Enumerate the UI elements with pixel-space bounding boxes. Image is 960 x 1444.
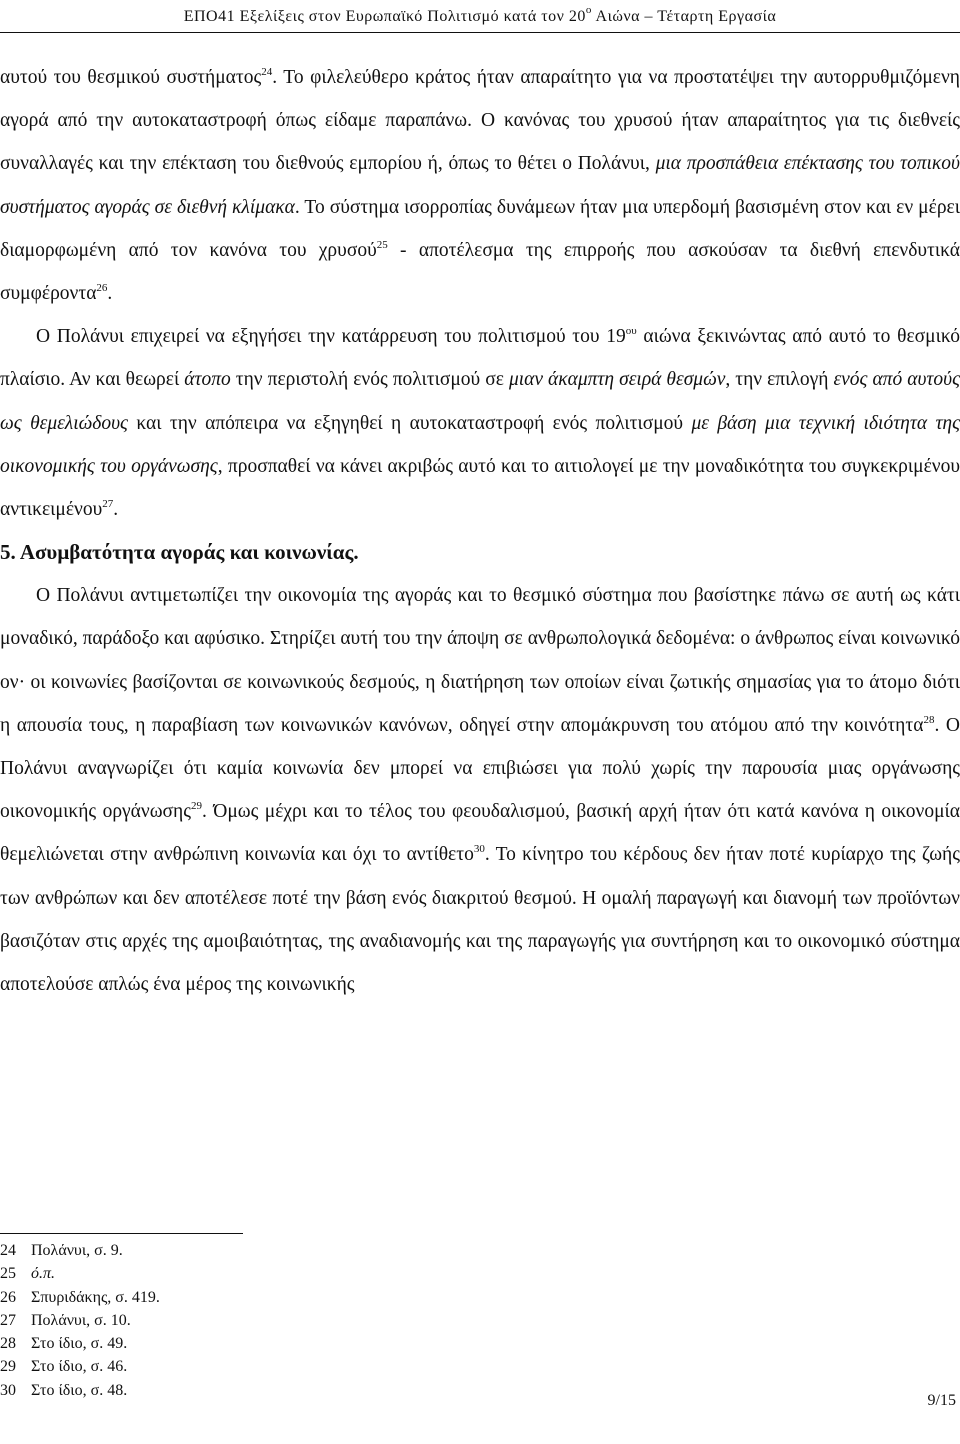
header-assignment: Τέταρτη Εργασία [657, 8, 777, 25]
paragraph-3 [0, 574, 960, 1006]
p2-ordinal: ου [625, 325, 637, 338]
p2-text-6: , προσπαθεί να κάνει ακριβώς αυτό και το αιτιολογεί με την μοναδικότητα του συγκεκριμένου αντικειμένου [0, 455, 960, 521]
footnote-ref-27: 27 [102, 498, 114, 511]
p2-text-2: αιώνα ξεκινώντας από αυτό το θεσμικό πλαίσιο. Αν και θεωρεί [0, 326, 960, 391]
p2-text-5: και την απόπειρα να εξηγηθεί η αυτοκαταστροφή ενός πολιτισμού [127, 412, 692, 434]
p1-text-4: - αποτέλεσμα της επιρροής που ασκούσαν τα διεθνή επενδυτικά συμφέροντα [0, 239, 960, 305]
footnotes [0, 1239, 960, 1402]
footnote-number: 26 [0, 1288, 16, 1306]
footnote-ref-29: 29 [190, 800, 202, 813]
footnote-text: Στο ίδιο, σ. 46. [31, 1358, 128, 1376]
footnote-ref-24: 24 [261, 66, 273, 78]
footnote-28 [0, 1332, 960, 1355]
header-dash: – [644, 8, 654, 25]
p2-text-4: , την επιλογή [725, 369, 834, 391]
p2-italic-1: άτοπο [184, 369, 231, 391]
paragraph-1 [0, 56, 960, 315]
footnote-text: Πολάνυι, σ. 9. [31, 1242, 123, 1259]
p3-text-2: . Ο Πολάνυι αναγνωρίζει ότι καμία κοινωνία δεν μπορεί να επιβιώσει για πολύ χωρίς την παρουσία μιας οργάνωσης οικονομικής οργάνωσης [0, 714, 960, 823]
footnote-number: 27 [0, 1311, 16, 1329]
p2-italic-3: ενός από αυτούς ως θεμελιώδους [0, 369, 960, 434]
p1-text-5: . [107, 283, 113, 305]
header-title: Εξελίξεις στον Ευρωπαϊκό Πολιτισμό κατά τον 20 [239, 8, 586, 25]
p2-text-3: την περιστολή ενός πολιτισμού σε [230, 369, 509, 391]
page-number: 9/15 [927, 1392, 956, 1409]
footnote-26 [0, 1286, 960, 1309]
p1-text-1: αυτού του θεσμικού συστήματος [0, 67, 262, 88]
p3-text-3: . Όμως μέχρι και το τέλος του φεουδαλισμού, βασική αρχή ήταν ότι κατά κανόνα η οικονομία θεμελιώνεται στην ανθρώπινη κοινωνία και όχι το αντίθετο [0, 801, 960, 866]
footnote-text: Στο ίδιο, σ. 49. [31, 1335, 128, 1353]
footnote-number: 29 [0, 1358, 16, 1376]
footnote-text: Σπυριδάκης, σ. 419. [31, 1288, 160, 1306]
footnote-text: ό.π. [31, 1265, 56, 1283]
p1-quote: μια προσπάθεια επέκτασης του τοπικού συστήματος αγοράς σε διεθνή κλίμακα [0, 153, 960, 218]
p3-text-4: . Το κίνητρο του κέρδους δεν ήταν ποτέ κυρίαρχο της ζωής των ανθρώπων και δεν αποτέλεσε ποτέ την βάση ενός διακριτού θεσμού. Η ομαλή παραγωγή και διανομή των προϊόντων βασιζόταν στις αρχές της αμοιβαιότητας, της αναδιανομής και της παραγωγής για συντήρηση και το οικονομικό σύστημα αποτελούσε απλώς ένα μέρος της κοινωνικής [0, 844, 960, 996]
footnote-24 [0, 1239, 960, 1262]
footnote-separator [0, 1233, 243, 1234]
footnote-29 [0, 1355, 960, 1378]
section-heading: 5. Ασυμβατότητα αγοράς και κοινωνίας. [0, 540, 359, 565]
footnote-number: 25 [0, 1265, 16, 1283]
footnote-ref-25: 25 [376, 238, 388, 251]
p2-text-1: Ο Πολάνυι επιχειρεί να εξηγήσει την κατάρρευση του πολιτισμού του 19 [36, 326, 626, 348]
footnote-text: Πολάνυι, σ. 10. [31, 1311, 131, 1329]
p1-text-3: . Το σύστημα ισορροπίας δυνάμεων ήταν μια υπερδομή βασισμένη στον και εν μέρει διαμορφωμένη από τον κανόνα του χρυσού [0, 196, 960, 261]
header-title-end: Αιώνα [595, 8, 641, 25]
footnote-text: Στο ίδιο, σ. 48. [31, 1381, 128, 1399]
header-ordinal: ο [585, 4, 592, 16]
header-course: ΕΠΟ41 [183, 8, 236, 25]
footnote-25 [0, 1262, 960, 1285]
footnote-number: 24 [0, 1242, 16, 1259]
p2-text-7: . [113, 499, 119, 521]
p2-italic-2: μιαν άκαμπτη σειρά θεσμών [508, 369, 726, 391]
footnote-ref-28: 28 [923, 713, 935, 726]
footnote-30 [0, 1379, 960, 1402]
footnote-ref-30: 30 [473, 843, 485, 856]
p1-text-2: . Το φιλελεύθερο κράτος ήταν απαραίτητο για να προστατέψει την αυτορρυθμιζόμενη αγορά από την αυτοκαταστροφή όπως είδαμε παραπάνω. Ο κανόνας του χρυσού ήταν απαραίτητος για τις διεθνείς συναλλαγές και την επέκταση του διεθνούς εμπορίου ή, όπως το θέτει ο Πολάνυι, [0, 67, 960, 175]
paragraph-2 [0, 315, 960, 531]
running-header [0, 4, 960, 26]
p3-text-1: Ο Πολάνυι αντιμετωπίζει την οικονομία της αγοράς και το θεσμικό σύστημα που βασίστηκε πάνω σε αυτή ως κάτι μοναδικό, παράδοξο και αφύσικο. Στηρίζει αυτή του την άποψη σε ανθρωπολογικά δεδομένα: ο άνθρωπος είναι κοινωνικό ον· οι κοινωνίες βασίζονται σε κοινωνικούς δεσμούς, η διατήρηση των οποίων είναι ζωτικής σημασίας για το άτομο διότι η απουσία τους, η παραβίαση των κοινωνικών κανόνων, οδηγεί στην απομάκρυνση του ατόμου από την κοινότητα [0, 585, 960, 736]
header-rule [0, 32, 960, 33]
footnote-27 [0, 1309, 960, 1332]
footnote-number: 30 [0, 1381, 16, 1399]
footnote-number: 28 [0, 1335, 16, 1353]
body-text [0, 56, 960, 1006]
footnote-ref-26: 26 [96, 282, 108, 295]
p2-italic-4: με βάση μια τεχνική ιδιότητα της οικονομικής του οργάνωσης [0, 412, 960, 477]
